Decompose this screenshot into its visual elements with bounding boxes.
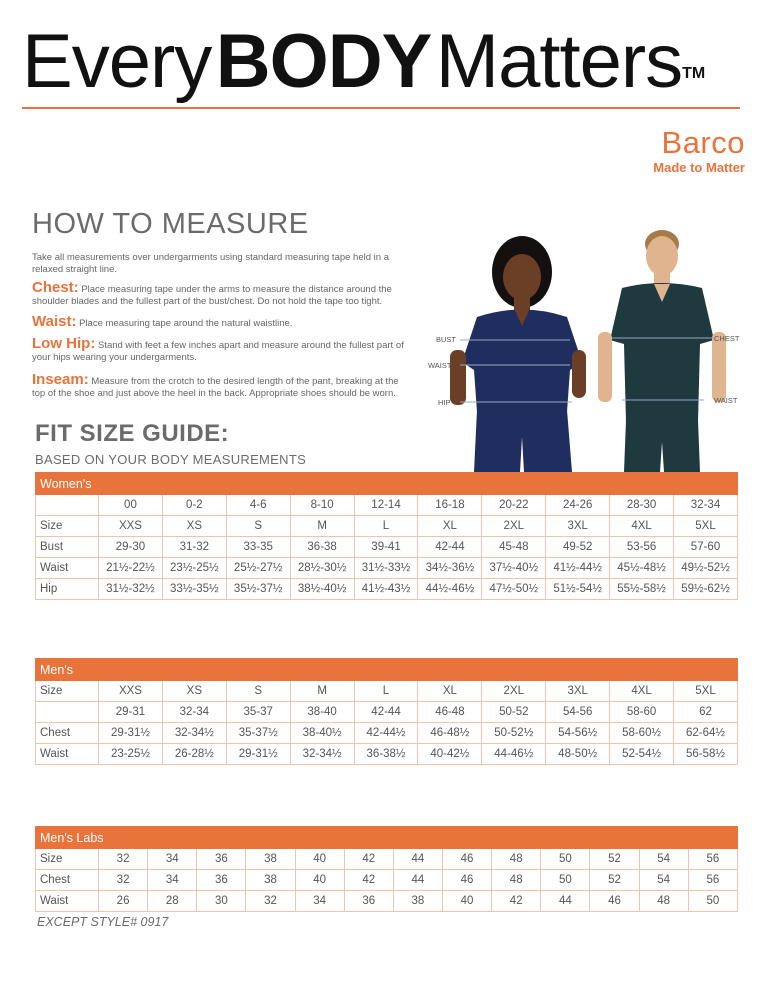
table-cell: 42 bbox=[344, 870, 393, 891]
table-cell: 54 bbox=[639, 849, 688, 870]
table-cell: 33-35 bbox=[226, 537, 290, 558]
table-cell: 28-30 bbox=[610, 495, 674, 516]
table-cell: 57-60 bbox=[674, 537, 738, 558]
table-cell: 26 bbox=[99, 891, 148, 912]
table-cell: 41½-44½ bbox=[546, 558, 610, 579]
table-cell: 32 bbox=[246, 891, 295, 912]
table-row bbox=[36, 849, 738, 870]
table-cell: 40-42½ bbox=[418, 744, 482, 765]
table-cell: XXS bbox=[99, 681, 163, 702]
table-row bbox=[36, 537, 738, 558]
table-cell: 62 bbox=[674, 702, 738, 723]
table-cell: 29-31½ bbox=[226, 744, 290, 765]
measure-waist bbox=[32, 313, 412, 330]
brand-logo bbox=[600, 126, 745, 176]
table-row bbox=[36, 744, 738, 765]
table-cell: 36 bbox=[344, 891, 393, 912]
table-cell: 35-37 bbox=[226, 702, 290, 723]
row-label: Size bbox=[36, 516, 99, 537]
table-cell: 48-50½ bbox=[546, 744, 610, 765]
table-cell: 40 bbox=[442, 891, 491, 912]
table-cell: 50 bbox=[541, 870, 590, 891]
table-row bbox=[36, 516, 738, 537]
table-cell: 41½-43½ bbox=[354, 579, 418, 600]
table-cell: 38 bbox=[246, 849, 295, 870]
table-cell: 44 bbox=[541, 891, 590, 912]
table-cell: 36 bbox=[197, 870, 246, 891]
table-cell: 38-40 bbox=[290, 702, 354, 723]
table-cell: 42 bbox=[344, 849, 393, 870]
table-row bbox=[36, 579, 738, 600]
table-cell: 48 bbox=[492, 849, 541, 870]
mens-table-title: Men's bbox=[36, 659, 738, 681]
table-cell: 52 bbox=[590, 849, 639, 870]
measure-intro: Take all measurements over undergarments using standard measuring tape held in a relaxed straight line. bbox=[32, 252, 389, 275]
table-cell: XS bbox=[162, 681, 226, 702]
fit-size-guide-title: FIT SIZE GUIDE: bbox=[35, 420, 230, 447]
table-cell: 32-34 bbox=[162, 702, 226, 723]
table-cell: 4-6 bbox=[226, 495, 290, 516]
measure-text: Place measuring tape around the natural waistline. bbox=[79, 318, 293, 329]
table-cell: 56 bbox=[688, 870, 737, 891]
table-cell: 56 bbox=[688, 849, 737, 870]
measure-chest bbox=[32, 279, 412, 307]
table-cell: 62-64½ bbox=[674, 723, 738, 744]
table-cell: 54-56½ bbox=[546, 723, 610, 744]
table-cell: 52 bbox=[590, 870, 639, 891]
how-to-measure-title: HOW TO MEASURE bbox=[32, 208, 309, 240]
table-cell: 46-48 bbox=[418, 702, 482, 723]
row-label: Chest bbox=[36, 870, 99, 891]
table-cell: 28 bbox=[148, 891, 197, 912]
table-cell: 50-52 bbox=[482, 702, 546, 723]
table-cell: 37½-40½ bbox=[482, 558, 546, 579]
table-cell: 38-40½ bbox=[290, 723, 354, 744]
row-label bbox=[36, 702, 99, 723]
table-cell: 42-44 bbox=[418, 537, 482, 558]
table-cell: 46-48½ bbox=[418, 723, 482, 744]
table-cell: 54-56 bbox=[546, 702, 610, 723]
mens-size-table bbox=[35, 658, 738, 765]
table-cell: 32 bbox=[99, 849, 148, 870]
table-cell: L bbox=[354, 681, 418, 702]
measure-text: Measure from the crotch to the desired length of the pant, breaking at the top of the shoe and just above the heel in the back. Appropriate shoes should be worn. bbox=[32, 376, 399, 399]
table-cell: 32 bbox=[99, 870, 148, 891]
table-cell: 29-31 bbox=[99, 702, 163, 723]
row-label bbox=[36, 495, 99, 516]
labs-exception-note: EXCEPT STYLE# 0917 bbox=[37, 915, 169, 929]
table-cell: 39-41 bbox=[354, 537, 418, 558]
brand-name: Barco bbox=[661, 125, 745, 160]
measure-term: Waist: bbox=[32, 313, 77, 330]
table-cell: 58-60 bbox=[610, 702, 674, 723]
womens-size-table bbox=[35, 472, 738, 600]
measure-text: Stand with feet a few inches apart and measure around the fullest part of your hips wearing your undergarments. bbox=[32, 340, 404, 363]
table-cell: 26-28½ bbox=[162, 744, 226, 765]
measure-text: Place measuring tape under the arms to measure the distance around the shoulder blades and the fullest part of the bust/chest. Do not hold the tape too tight. bbox=[32, 284, 392, 307]
row-label: Size bbox=[36, 849, 99, 870]
table-cell: 50 bbox=[541, 849, 590, 870]
table-cell: 50 bbox=[688, 891, 737, 912]
brand-tagline: Made to Matter bbox=[653, 160, 745, 175]
label-waist-left: WAIST bbox=[428, 361, 452, 370]
table-cell: 53-56 bbox=[610, 537, 674, 558]
table-cell: 25½-27½ bbox=[226, 558, 290, 579]
table-cell: 38½-40½ bbox=[290, 579, 354, 600]
measure-term: Chest: bbox=[32, 279, 79, 296]
table-row bbox=[36, 681, 738, 702]
table-cell: 52-54½ bbox=[610, 744, 674, 765]
table-cell: 36-38 bbox=[290, 537, 354, 558]
table-cell: 0-2 bbox=[162, 495, 226, 516]
table-cell: 49½-52½ bbox=[674, 558, 738, 579]
table-cell: M bbox=[290, 681, 354, 702]
table-cell: 44-46½ bbox=[482, 744, 546, 765]
table-cell: 36 bbox=[197, 849, 246, 870]
headline bbox=[22, 19, 752, 104]
table-cell: 16-18 bbox=[418, 495, 482, 516]
row-label: Hip bbox=[36, 579, 99, 600]
table-cell: 24-26 bbox=[546, 495, 610, 516]
table-cell: 55½-58½ bbox=[610, 579, 674, 600]
table-cell: 38 bbox=[246, 870, 295, 891]
table-cell: 23-25½ bbox=[99, 744, 163, 765]
table-cell: 35½-37½ bbox=[226, 579, 290, 600]
table-cell: XXS bbox=[99, 516, 163, 537]
table-cell: 31-32 bbox=[162, 537, 226, 558]
table-cell: 34 bbox=[148, 849, 197, 870]
table-cell: 3XL bbox=[546, 516, 610, 537]
table-cell: 44 bbox=[393, 870, 442, 891]
label-chest: CHEST bbox=[714, 334, 740, 343]
table-cell: 32-34½ bbox=[290, 744, 354, 765]
label-waist-right: WAIST bbox=[714, 396, 738, 405]
table-cell: M bbox=[290, 516, 354, 537]
table-cell: 3XL bbox=[546, 681, 610, 702]
table-row bbox=[36, 558, 738, 579]
woman-figure bbox=[450, 236, 586, 472]
fit-size-guide-subtitle: BASED ON YOUR BODY MEASUREMENTS bbox=[35, 452, 307, 467]
table-cell: 42-44½ bbox=[354, 723, 418, 744]
table-cell: 50-52½ bbox=[482, 723, 546, 744]
table-cell: 59½-62½ bbox=[674, 579, 738, 600]
table-cell: 47½-50½ bbox=[482, 579, 546, 600]
table-row bbox=[36, 870, 738, 891]
mens-labs-table-title: Men's Labs bbox=[36, 827, 738, 849]
table-row bbox=[36, 702, 738, 723]
row-label: Chest bbox=[36, 723, 99, 744]
row-label: Bust bbox=[36, 537, 99, 558]
table-cell: 48 bbox=[492, 870, 541, 891]
table-cell: 54 bbox=[639, 870, 688, 891]
table-cell: L bbox=[354, 516, 418, 537]
table-cell: 42 bbox=[492, 891, 541, 912]
table-cell: 2XL bbox=[482, 681, 546, 702]
table-cell: 30 bbox=[197, 891, 246, 912]
table-cell: 34 bbox=[148, 870, 197, 891]
table-cell: 31½-32½ bbox=[99, 579, 163, 600]
measure-low-hip bbox=[32, 335, 412, 363]
table-cell: 38 bbox=[393, 891, 442, 912]
row-label: Waist bbox=[36, 744, 99, 765]
table-cell: 32-34½ bbox=[162, 723, 226, 744]
table-cell: 4XL bbox=[610, 516, 674, 537]
table-cell: 45½-48½ bbox=[610, 558, 674, 579]
table-row bbox=[36, 891, 738, 912]
table-cell: 56-58½ bbox=[674, 744, 738, 765]
label-bust: BUST bbox=[436, 335, 457, 344]
table-cell: 46 bbox=[590, 891, 639, 912]
table-cell: 23½-25½ bbox=[162, 558, 226, 579]
table-cell: 40 bbox=[295, 849, 344, 870]
row-label: Waist bbox=[36, 891, 99, 912]
table-cell: 49-52 bbox=[546, 537, 610, 558]
table-cell: 21½-22½ bbox=[99, 558, 163, 579]
table-cell: 31½-33½ bbox=[354, 558, 418, 579]
table-cell: 58-60½ bbox=[610, 723, 674, 744]
table-cell: 5XL bbox=[674, 681, 738, 702]
table-cell: S bbox=[226, 681, 290, 702]
table-cell: 28½-30½ bbox=[290, 558, 354, 579]
table-cell: 40 bbox=[295, 870, 344, 891]
table-cell: 44½-46½ bbox=[418, 579, 482, 600]
table-cell: 29-30 bbox=[99, 537, 163, 558]
table-cell: 2XL bbox=[482, 516, 546, 537]
table-cell: XS bbox=[162, 516, 226, 537]
measure-inseam bbox=[32, 371, 412, 399]
measure-term: Low Hip: bbox=[32, 335, 96, 352]
measure-term: Inseam: bbox=[32, 371, 89, 388]
table-cell: 48 bbox=[639, 891, 688, 912]
table-cell: 34 bbox=[295, 891, 344, 912]
table-cell: 00 bbox=[99, 495, 163, 516]
table-cell: 36-38½ bbox=[354, 744, 418, 765]
table-cell: 4XL bbox=[610, 681, 674, 702]
row-label: Waist bbox=[36, 558, 99, 579]
table-cell: XL bbox=[418, 681, 482, 702]
table-cell: S bbox=[226, 516, 290, 537]
header-divider bbox=[22, 107, 740, 109]
table-cell: 12-14 bbox=[354, 495, 418, 516]
table-cell: 20-22 bbox=[482, 495, 546, 516]
headline-word-matters: Matters bbox=[435, 19, 683, 104]
table-cell: 42-44 bbox=[354, 702, 418, 723]
table-row bbox=[36, 723, 738, 744]
table-cell: 46 bbox=[442, 849, 491, 870]
table-cell: 45-48 bbox=[482, 537, 546, 558]
table-cell: 33½-35½ bbox=[162, 579, 226, 600]
models-measurement-illustration bbox=[422, 222, 752, 472]
womens-table-title: Women's bbox=[36, 473, 738, 495]
mens-labs-size-table bbox=[35, 826, 738, 912]
table-cell: 5XL bbox=[674, 516, 738, 537]
headline-word-body: BODY bbox=[215, 19, 432, 104]
table-cell: 35-37½ bbox=[226, 723, 290, 744]
table-cell: 32-34 bbox=[674, 495, 738, 516]
label-hip: HIP bbox=[438, 398, 451, 407]
table-cell: 34½-36½ bbox=[418, 558, 482, 579]
table-cell: XL bbox=[418, 516, 482, 537]
table-cell: 44 bbox=[393, 849, 442, 870]
table-cell: 8-10 bbox=[290, 495, 354, 516]
trademark: TM bbox=[682, 65, 706, 82]
man-figure bbox=[598, 230, 726, 472]
table-row bbox=[36, 495, 738, 516]
table-cell: 51½-54½ bbox=[546, 579, 610, 600]
row-label: Size bbox=[36, 681, 99, 702]
headline-word-every: Every bbox=[22, 19, 212, 104]
table-cell: 46 bbox=[442, 870, 491, 891]
table-cell: 29-31½ bbox=[99, 723, 163, 744]
